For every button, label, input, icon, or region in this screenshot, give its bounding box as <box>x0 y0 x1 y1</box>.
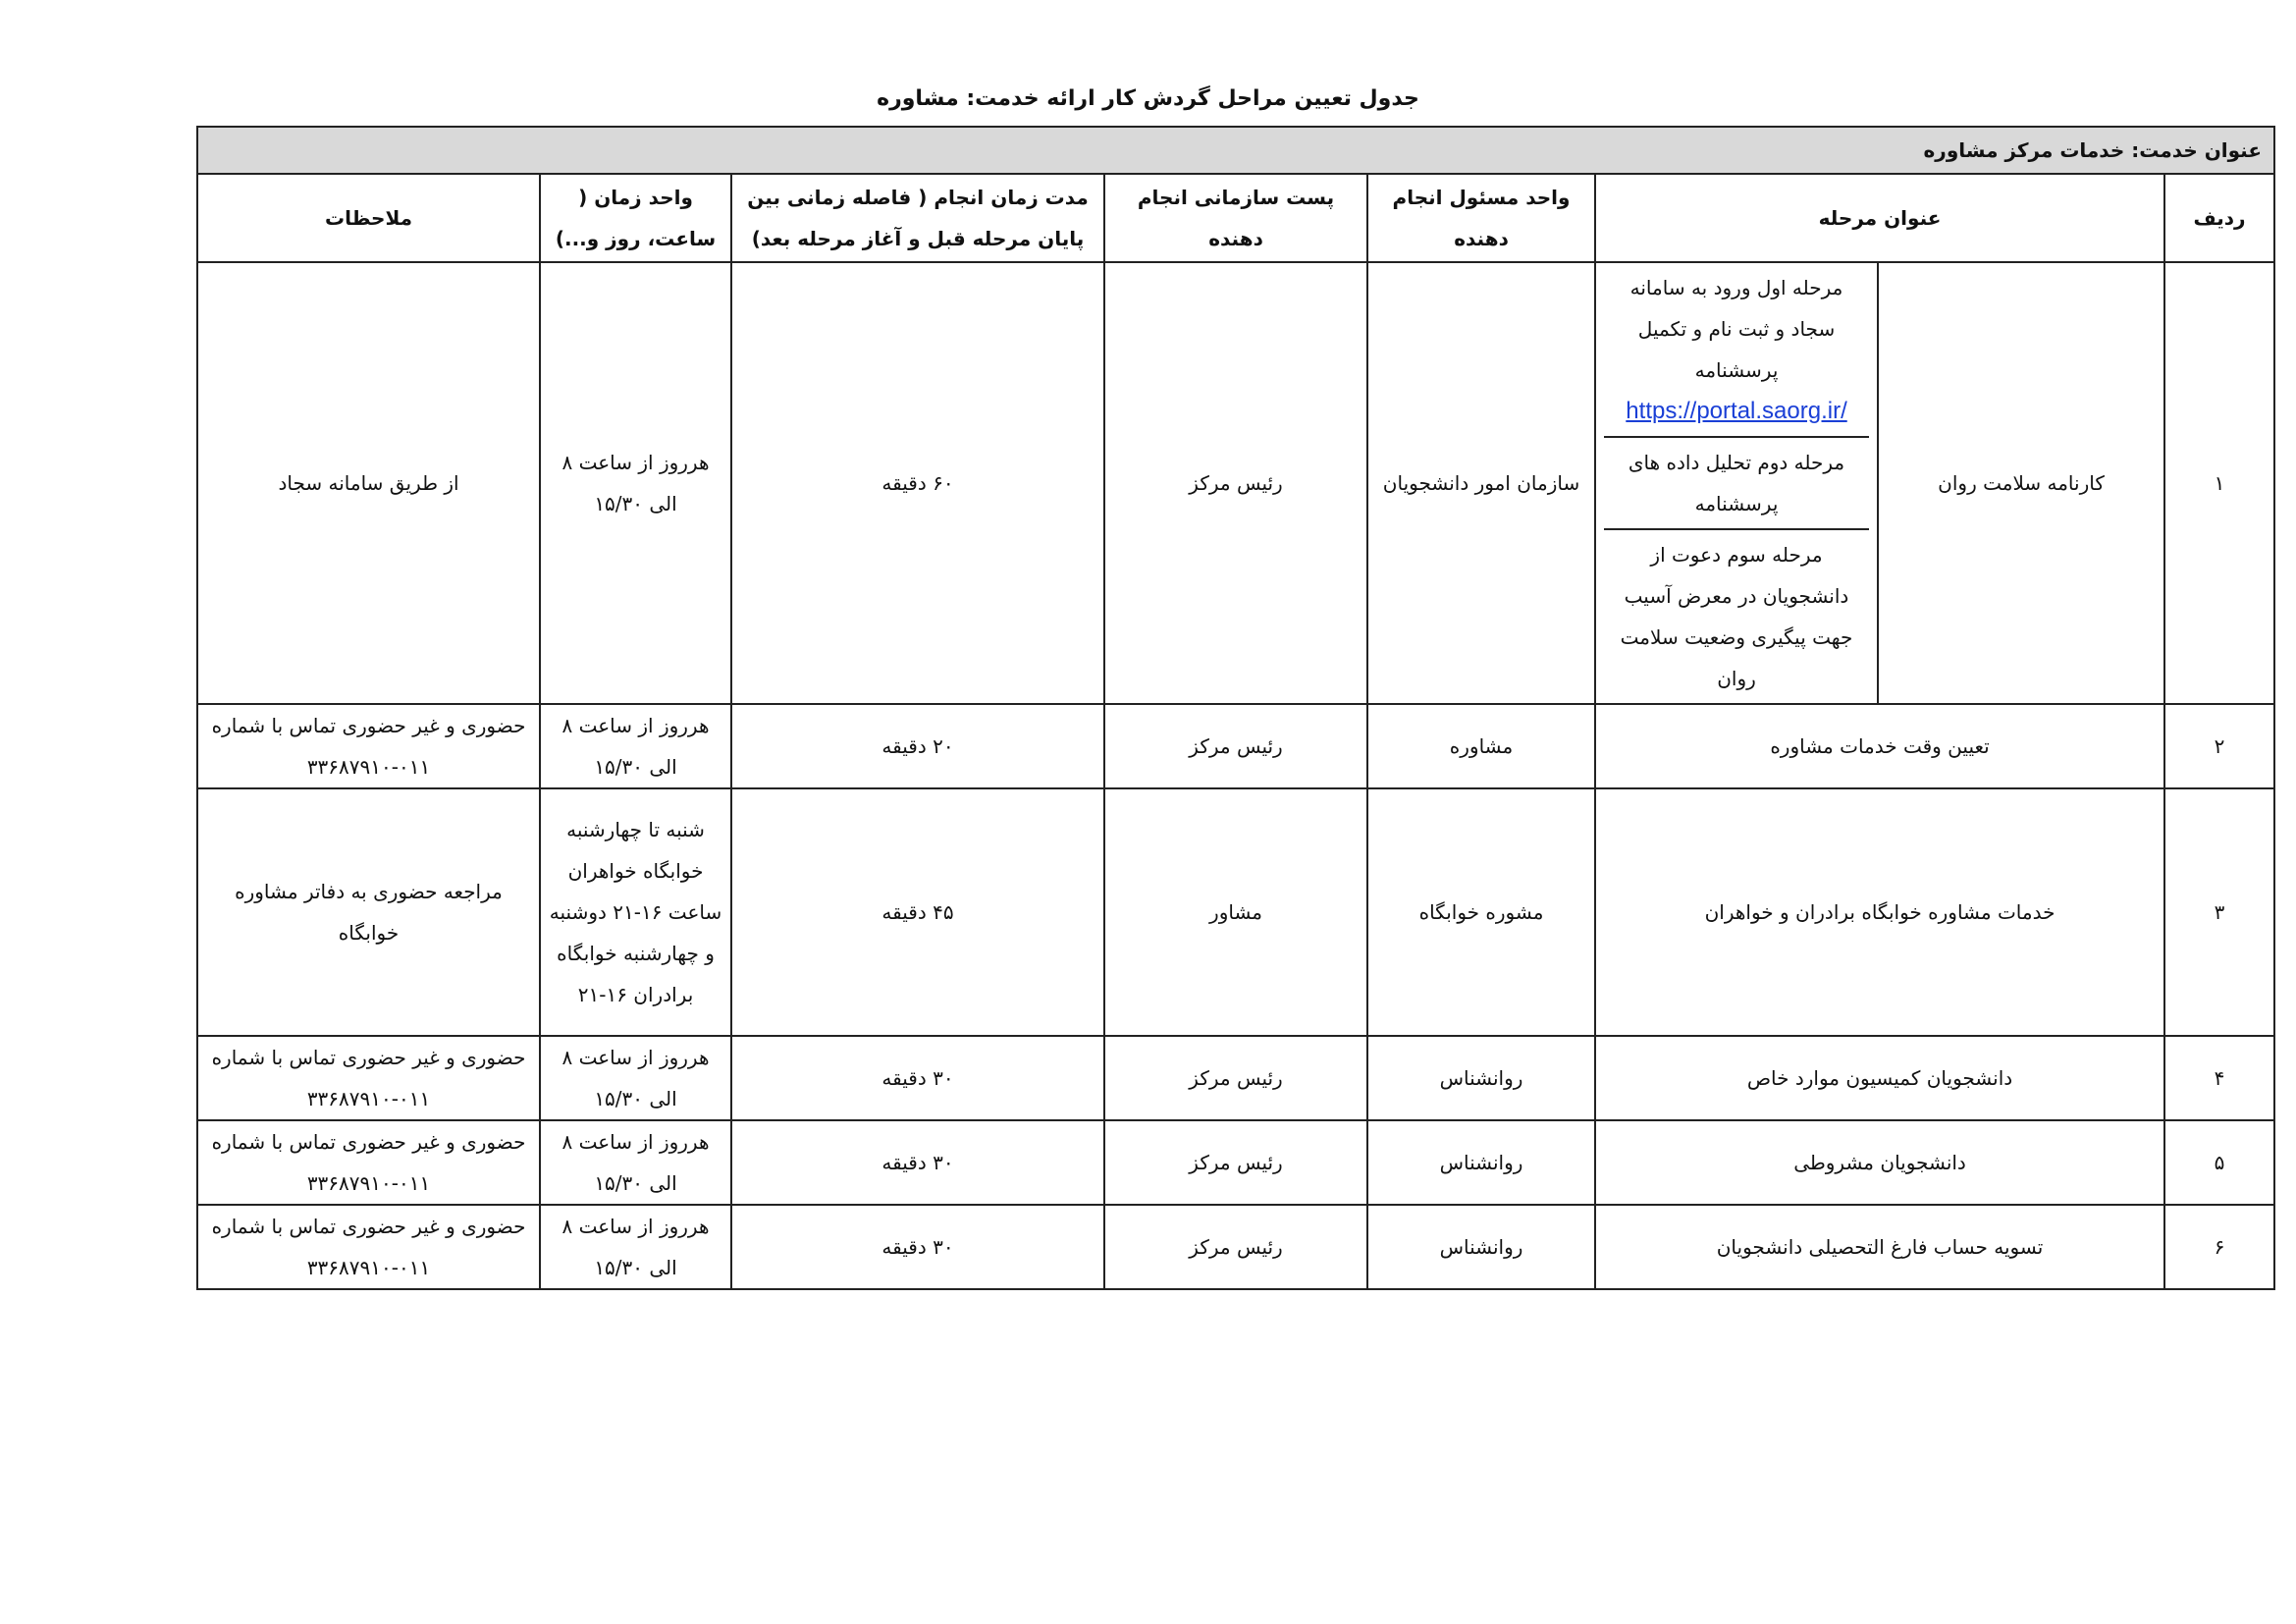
cell-responsible-unit: سازمان امور دانشجویان <box>1367 262 1595 704</box>
table-row <box>197 1036 2274 1120</box>
cell-notes: مراجعه حضوری به دفاتر مشاوره خوابگاه <box>197 788 540 1036</box>
cell-responsible-unit: مشاوره <box>1367 704 1595 788</box>
cell-duration: ۳۰ دقیقه <box>731 1120 1104 1205</box>
cell-notes: حضوری و غیر حضوری تماس با شماره ۰۱۱-۳۳۶۸۷۹۱۰ <box>197 704 540 788</box>
cell-time-unit: هرروز از ساعت ۸ الی ۱۵/۳۰ <box>540 1205 731 1289</box>
header-org-position: پست سازمانی انجام دهنده <box>1104 174 1367 262</box>
cell-responsible-unit: روانشناس <box>1367 1205 1595 1289</box>
header-notes: ملاحظات <box>197 174 540 262</box>
cell-duration: ۳۰ دقیقه <box>731 1036 1104 1120</box>
cell-org-position: رئیس مرکز <box>1104 704 1367 788</box>
portal-link[interactable]: https://portal.saorg.ir/ <box>1626 398 1847 424</box>
workflow-table <box>196 126 2275 1290</box>
cell-time-unit: هرروز از ساعت ۸ الی ۱۵/۳۰ <box>540 262 731 704</box>
cell-duration: ۴۵ دقیقه <box>731 788 1104 1036</box>
substep-1 <box>1604 263 1869 438</box>
cell-row-no: ۴ <box>2164 1036 2274 1120</box>
header-row-no: ردیف <box>2164 174 2274 262</box>
substep-1-text: مرحله اول ورود به سامانه سجاد و ثبت نام و تکمیل پرسشنامه <box>1629 276 1843 382</box>
cell-notes: حضوری و غیر حضوری تماس با شماره ۰۱۱-۳۳۶۸۷۹۱۰ <box>197 1205 540 1289</box>
cell-responsible-unit: روانشناس <box>1367 1120 1595 1205</box>
service-title-row <box>197 127 2274 174</box>
cell-row-no: ۵ <box>2164 1120 2274 1205</box>
cell-time-unit: هرروز از ساعت ۸ الی ۱۵/۳۰ <box>540 1120 731 1205</box>
cell-notes: حضوری و غیر حضوری تماس با شماره ۰۱۱-۳۳۶۸۷۹۱۰ <box>197 1120 540 1205</box>
cell-stage-title: دانشجویان کمیسیون موارد خاص <box>1595 1036 2164 1120</box>
cell-stage-title: دانشجویان مشروطی <box>1595 1120 2164 1205</box>
substep-2: مرحله دوم تحلیل داده های پرسشنامه <box>1604 438 1869 530</box>
cell-org-position: رئیس مرکز <box>1104 1120 1367 1205</box>
table-row <box>197 1120 2274 1205</box>
cell-org-position: رئیس مرکز <box>1104 1205 1367 1289</box>
cell-notes: حضوری و غیر حضوری تماس با شماره ۰۱۱-۳۳۶۸۷۹۱۰ <box>197 1036 540 1120</box>
cell-org-position: رئیس مرکز <box>1104 1036 1367 1120</box>
cell-stage-title: خدمات مشاوره خوابگاه برادران و خواهران <box>1595 788 2164 1036</box>
cell-org-position: مشاور <box>1104 788 1367 1036</box>
cell-stage-title: کارنامه سلامت روان <box>1878 262 2164 704</box>
cell-responsible-unit: روانشناس <box>1367 1036 1595 1120</box>
cell-row-no: ۳ <box>2164 788 2274 1036</box>
header-responsible-unit: واحد مسئول انجام دهنده <box>1367 174 1595 262</box>
cell-notes: از طریق سامانه سجاد <box>197 262 540 704</box>
cell-row-no: ۶ <box>2164 1205 2274 1289</box>
cell-stage-title: تعیین وقت خدمات مشاوره <box>1595 704 2164 788</box>
header-stage-title: عنوان مرحله <box>1595 174 2164 262</box>
table-row <box>197 704 2274 788</box>
cell-stage-title: تسویه حساب فارغ التحصیلی دانشجویان <box>1595 1205 2164 1289</box>
table-row <box>197 262 2274 704</box>
table-header-row <box>197 174 2274 262</box>
cell-substeps <box>1595 262 1878 704</box>
header-duration: مدت زمان انجام ( فاصله زمانی بین پایان مرحله قبل و آغاز مرحله بعد) <box>731 174 1104 262</box>
cell-duration: ۳۰ دقیقه <box>731 1205 1104 1289</box>
header-time-unit: واحد زمان ( ساعت، روز و...) <box>540 174 731 262</box>
table-row <box>197 788 2274 1036</box>
cell-duration: ۶۰ دقیقه <box>731 262 1104 704</box>
cell-row-no: ۲ <box>2164 704 2274 788</box>
substep-3: مرحله سوم دعوت از دانشجویان در معرض آسیب جهت پیگیری وضعیت سلامت روان <box>1620 543 1853 690</box>
cell-time-unit: هرروز از ساعت ۸ الی ۱۵/۳۰ <box>540 704 731 788</box>
cell-duration: ۲۰ دقیقه <box>731 704 1104 788</box>
cell-responsible-unit: مشوره خوابگاه <box>1367 788 1595 1036</box>
table-row <box>197 1205 2274 1289</box>
document-title: جدول تعیین مراحل گردش کار ارائه خدمت: مشاوره <box>877 86 1419 111</box>
cell-org-position: رئیس مرکز <box>1104 262 1367 704</box>
cell-time-unit: شنبه تا چهارشنبه خوابگاه خواهران ساعت ۱۶-۲۱ دوشنبه و چهارشنبه خوابگاه برادران ۱۶-۲۱ <box>540 788 731 1036</box>
service-title: عنوان خدمت: خدمات مرکز مشاوره <box>197 127 2274 174</box>
cell-row-no: ۱ <box>2164 262 2274 704</box>
cell-time-unit: هرروز از ساعت ۸ الی ۱۵/۳۰ <box>540 1036 731 1120</box>
